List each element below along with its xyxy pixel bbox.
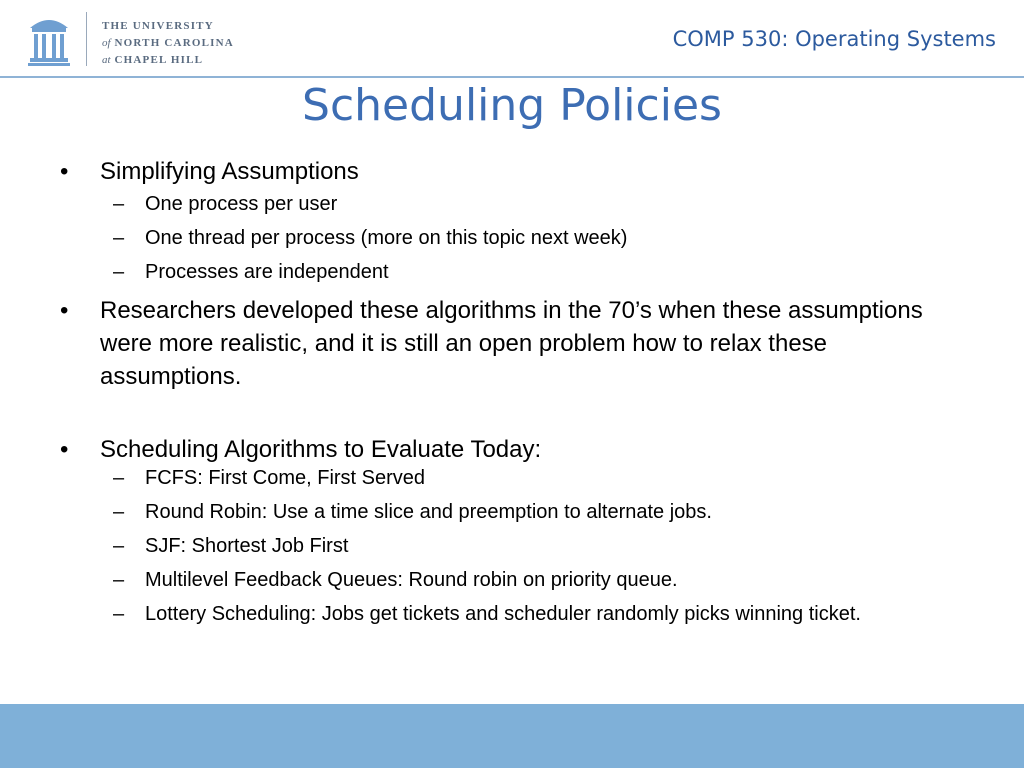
sub-item: – One thread per process (more on this topic next week) [113, 227, 628, 249]
slide-header [0, 0, 1024, 78]
sub-item: – SJF: Shortest Job First [113, 535, 349, 557]
bullet-item: • Simplifying Assumptions [60, 155, 970, 188]
dash-icon: – [113, 603, 125, 625]
bullet-icon: • [60, 297, 69, 324]
sub-item: – FCFS: First Come, First Served [113, 467, 426, 489]
dash-icon: – [113, 501, 125, 523]
dash-icon: – [113, 193, 125, 215]
sub-list [60, 466, 970, 626]
dash-icon: – [113, 535, 125, 557]
slide-content [60, 155, 970, 636]
course-title: COMP 530: Operating Systems [672, 27, 996, 51]
sub-item: – Multilevel Feedback Queues: Round robin on priority queue. [113, 569, 678, 591]
sub-item: – Processes are independent [113, 261, 389, 283]
bullet-icon: • [60, 436, 69, 463]
sub-list [60, 192, 970, 284]
header-divider [0, 76, 1024, 78]
footer-band [0, 704, 1024, 768]
bullet-icon: • [60, 158, 69, 185]
sub-item: – Round Robin: Use a time slice and preemption to alternate jobs. [113, 501, 712, 523]
bullet-item: • Scheduling Algorithms to Evaluate Today: [60, 433, 970, 466]
sub-item: – One process per user [113, 193, 338, 215]
logo-divider [86, 12, 87, 66]
sub-item: – Lottery Scheduling: Jobs get tickets and scheduler randomly picks winning ticket. [113, 603, 861, 625]
slide-title: Scheduling Policies [302, 80, 722, 131]
bullet-item: • Researchers developed these algorithms in the 70’s when these assumptions were more realistic, and it is still an open problem how to relax these assumptions. [60, 294, 970, 393]
dash-icon: – [113, 569, 125, 591]
dash-icon: – [113, 227, 125, 249]
old-well-logo-icon [26, 10, 72, 68]
university-wordmark: THE UNIVERSITY of NORTH CAROLINA at CHAPEL HILL [102, 20, 234, 66]
dash-icon: – [113, 261, 125, 283]
dash-icon: – [113, 467, 125, 489]
